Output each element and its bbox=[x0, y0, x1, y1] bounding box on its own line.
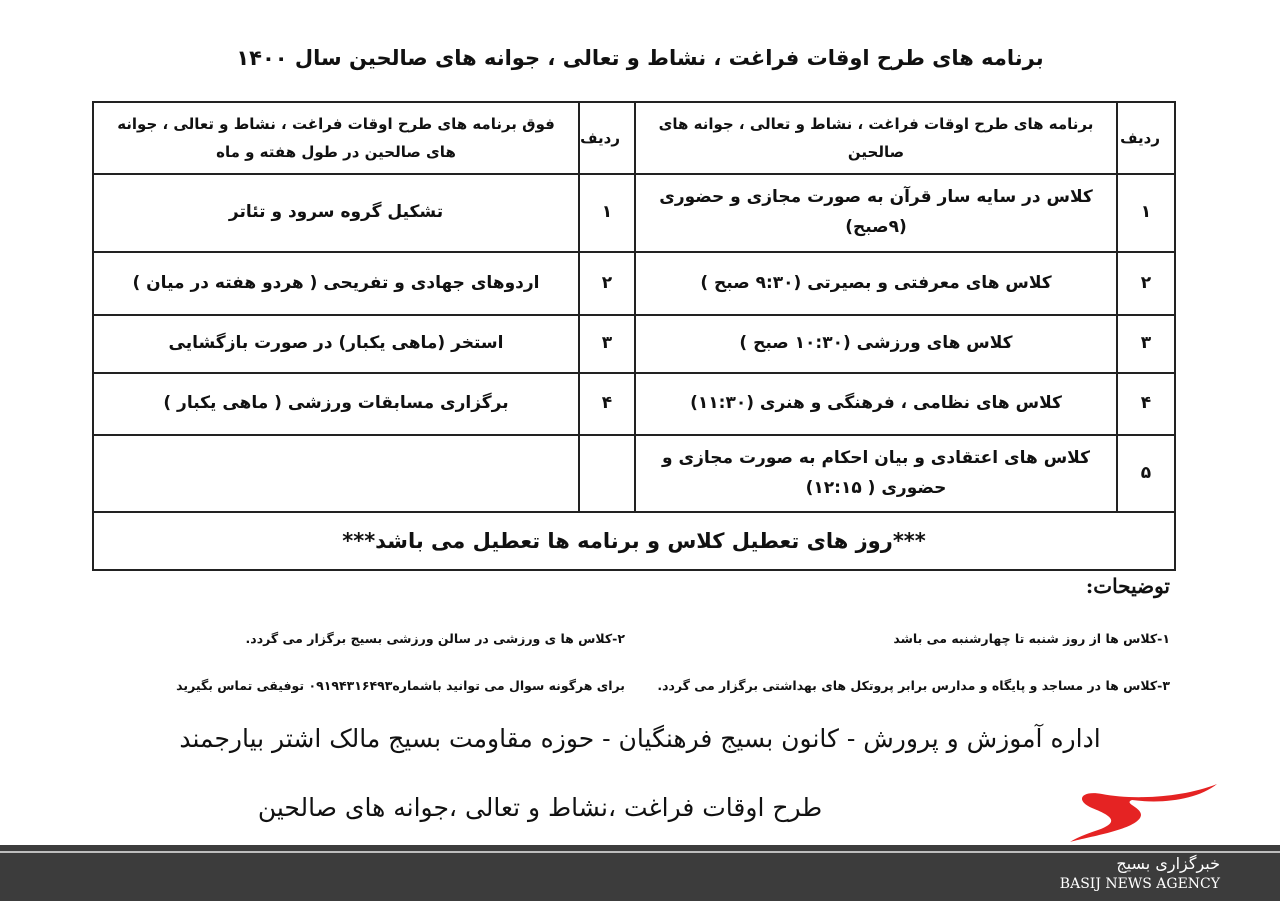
row-number: ۴ bbox=[1117, 373, 1175, 435]
page-title: برنامه های طرح اوقات فراغت ، نشاط و تعالی ، جوانه های صالحین سال ۱۴۰۰ bbox=[236, 46, 1044, 70]
schedule-table bbox=[92, 101, 1176, 571]
table-row bbox=[93, 373, 1175, 435]
row-number: ۲ bbox=[1117, 252, 1175, 315]
extra-program-cell: اردوهای جهادی و تفریحی ( هردو هفته در میان ) bbox=[93, 252, 579, 315]
program-cell: کلاس های اعتقادی و بیان احکام به صورت مجازی و حضوری ( ۱۲:۱۵) bbox=[635, 435, 1117, 512]
header-extra-programs: فوق برنامه های طرح اوقات فراغت ، نشاط و تعالی ، جوانه های صالحین در طول هفته و ماه bbox=[93, 102, 579, 174]
header-programs: برنامه های طرح اوقات فراغت ، نشاط و تعالی ، جوانه های صالحین bbox=[635, 102, 1117, 174]
extra-program-cell bbox=[93, 435, 579, 512]
table-footer-row bbox=[93, 512, 1175, 570]
table-row bbox=[93, 435, 1175, 512]
notes-title: توضیحات: bbox=[1085, 574, 1170, 598]
office-line-2: طرح اوقات فراغت ،نشاط و تعالی ،جوانه های صالحین bbox=[257, 793, 823, 822]
table-row bbox=[93, 252, 1175, 315]
row-number: ۱ bbox=[1117, 174, 1175, 252]
row-number: ۴ bbox=[579, 373, 635, 435]
agency-name-fa: خبرگزاری بسیج bbox=[1116, 854, 1220, 873]
note-3: ۳-کلاس ها در مساجد و پایگاه و مدارس برابر پروتکل های بهداشتی برگزار می گردد. bbox=[657, 678, 1170, 693]
header-row-number-right: ردیف bbox=[1117, 102, 1175, 174]
basij-news-logo-icon bbox=[1062, 778, 1222, 844]
program-cell: کلاس های ورزشی (۱۰:۳۰ صبح ) bbox=[635, 315, 1117, 373]
bar-divider bbox=[0, 851, 1280, 853]
extra-program-cell: استخر (ماهی یکبار) در صورت بازگشایی bbox=[93, 315, 579, 373]
table-row bbox=[93, 315, 1175, 373]
row-number: ۳ bbox=[579, 315, 635, 373]
note-1: ۱-کلاس ها از روز شنبه تا چهارشنبه می باشد bbox=[893, 631, 1170, 646]
note-2: ۲-کلاس ها ی ورزشی در سالن ورزشی بسیج برگزار می گردد. bbox=[245, 631, 625, 646]
bottom-bar bbox=[0, 845, 1280, 901]
row-number: ۲ bbox=[579, 252, 635, 315]
extra-program-cell: برگزاری مسابقات ورزشی ( ماهی یکبار ) bbox=[93, 373, 579, 435]
extra-program-cell: تشکیل گروه سرود و تئاتر bbox=[93, 174, 579, 252]
note-4-contact: برای هرگونه سوال می توانید باشماره۰۹۱۹۴۳۱۶۴۹۳ توفیقی تماس بگیرید bbox=[176, 678, 625, 693]
program-cell: کلاس در سایه سار قرآن به صورت مجازی و حضوری (۹صبح) bbox=[635, 174, 1117, 252]
row-number: ۵ bbox=[1117, 435, 1175, 512]
holiday-notice: ***روز های تعطیل کلاس و برنامه ها تعطیل می باشد*** bbox=[93, 512, 1175, 570]
program-cell: کلاس های معرفتی و بصیرتی (۹:۳۰ صبح ) bbox=[635, 252, 1117, 315]
table-header-row bbox=[93, 102, 1175, 174]
program-cell: کلاس های نظامی ، فرهنگی و هنری (۱۱:۳۰) bbox=[635, 373, 1117, 435]
row-number: ۳ bbox=[1117, 315, 1175, 373]
header-row-number-left: ردیف bbox=[579, 102, 635, 174]
table-row bbox=[93, 174, 1175, 252]
office-line-1: اداره آموزش و پرورش - کانون بسیج فرهنگیان - حوزه مقاومت بسیج مالک اشتر بیارجمند bbox=[179, 724, 1101, 753]
row-number bbox=[579, 435, 635, 512]
agency-name-en: BASIJ NEWS AGENCY bbox=[1059, 876, 1220, 892]
row-number: ۱ bbox=[579, 174, 635, 252]
